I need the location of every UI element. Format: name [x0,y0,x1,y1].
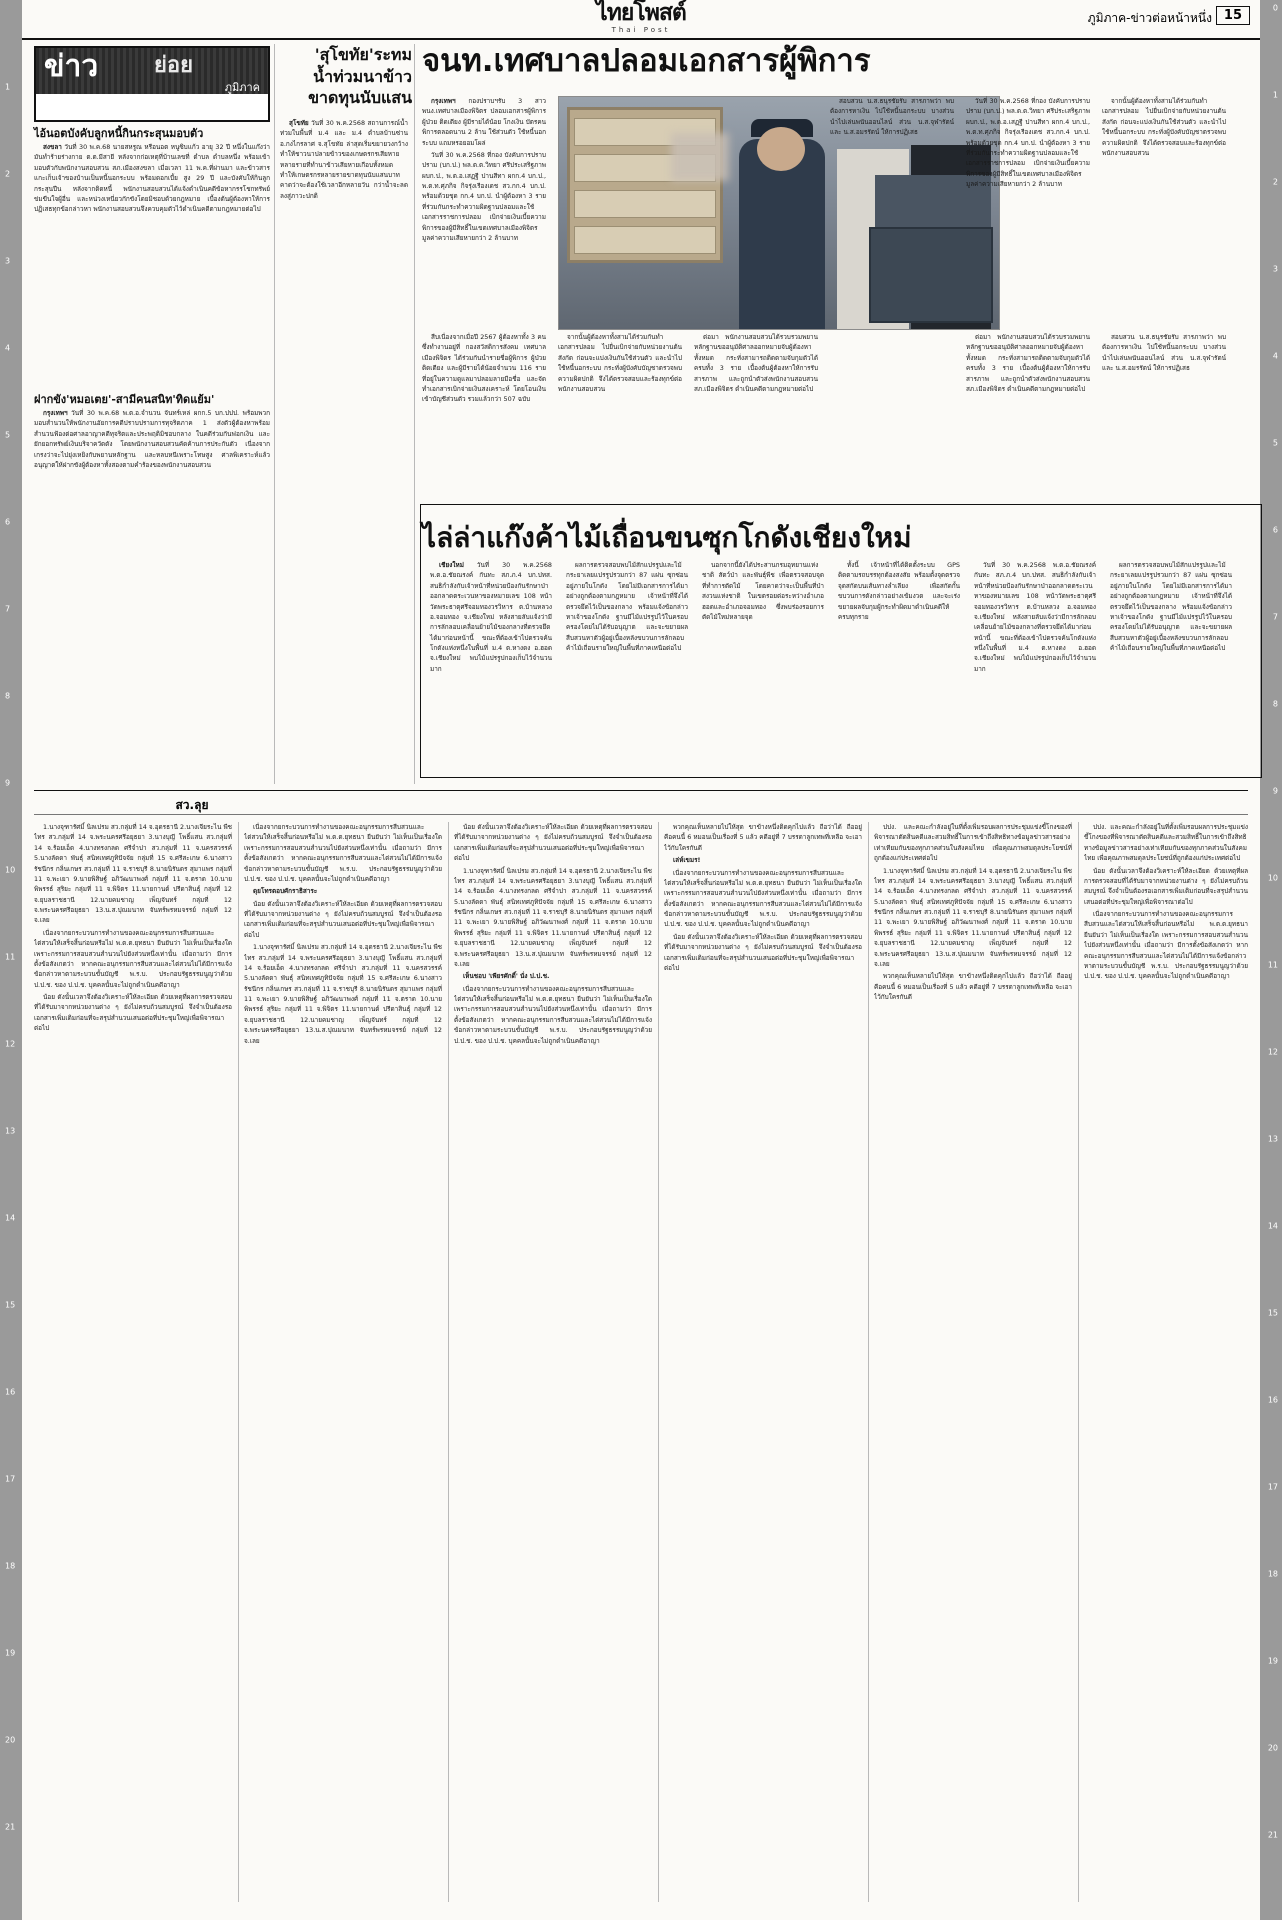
ruler-tick: 8 [5,691,11,701]
lead-col-b [558,332,682,396]
ruler-tick: 5 [1272,438,1278,448]
story2-text-6: ผลการตรวจสอบพบไม้สักแปรรูปและไม้กระยาเลยแปรรูปรวมกว่า 87 แผ่น ซุกซ่อนอยู่ภายในโกดัง โดยไม่มีเอกสารการได้มาอย่างถูกต้องตามกฎหมาย เจ้าหน้าที่จึงได้ตรวจยึดไว้เป็นของกลาง พร้อมแจ้งข้อกล่าวหาเจ้าของโกดัง ฐานมีไม้แปรรูปไว้ในครอบครองโดยไม่ได้รับอนุญาต และจะขยายผลสืบสวนหาตัวผู้อยู่เบื้องหลังขบวนการลักลอบค้าไม้เถื่อนรายใหญ่ในพื้นที่ภาคเหนือต่อไป [1110,561,1232,652]
brief-1-dateline: สงขลา [43,143,62,151]
briefs-logo-block [34,46,270,122]
lead-col-e [966,96,1090,191]
ruler-tick: 9 [1272,786,1278,796]
ruler-tick: 6 [5,517,11,527]
briefs-logo-word3: ภูมิภาค [224,81,260,94]
bottom-section-label: สว.ลุย [175,798,209,812]
ruler-tick: 3 [5,256,11,266]
lead-body-6: วันที่ 30 พ.ค.2568 ที่กอง บังคับการปราบปราม (บก.ป.) พล.ต.ต.วิทยา ศรีประเสริฐภาพ ผบก.ป., พ.ต.อ.เสฏฐี ปานสีทา ผกก.4 บก.ป., พ.ต.ท.ศุภกิจ กิจรุ่งเรืองเดช สว.กก.4 บก.ป. พร้อมด้วยชุด กก.4 บก.ป. นำผู้ต้องหา 3 ราย ที่ร่วมกันกระทำความผิดฐานปลอมและใช้เอกสารราชการปลอม เบิกจ่ายเงินเบี้ยความพิการของผู้มีสิทธิ์ในเขตเทศบาลเมืองพิจิตร มูลค่าความเสียหายกว่า 2 ล้านบาท [966,97,1090,188]
bottom-text-3: น้อย ดังนั้นเวลาจึงต้องวิเคราะห์ให้ละเอียด ด้วยเหตุที่ผลการตรวจสอบที่ได้รับมาจากหน่วยงานต่าง ๆ ยังไม่ครบถ้วนสมบูรณ์ จึงจำเป็นต้องรอเอกสารเพิ่มเติมก่อนที่จะสรุปสำนวนเสนอต่อที่ประชุมใหญ่เพื่อพิจารณาต่อไป [454,823,652,863]
brief-2-dateline: กรุงเทพฯ [43,409,68,417]
page-number: 15 [1216,6,1250,25]
ruler-tick: 4 [5,343,11,353]
bottom-text-2: เนื่องจากยกระบวนการทำงานของคณะอนุกรรมการสืบสวนและไต่สวนให้เสร็จสิ้นก่อนหรือไม่ พ.ต.ต.ยุทธนา ยืนยันว่า ไม่เห็นเป็นเรื่องใด เพราะกรรมการสอบสวนสำนวนไปยังส่วนหนึ่งเท่านั้น เมื่อถามว่า มีการตั้งข้อสังเกตว่า หากคณะอนุกรรมการสืบสวนและไต่สวนไม่ได้มีการแจ้งข้อกล่าวหาตามระบวนขั้นบัญชี พ.ร.บ. ประกอบรัฐธรรมนูญว่าด้วย ป.ป.ช. ของ ป.ป.ช. บุคคลนั้นจะไม่ถูกดำเนินคดีอาญา [244,823,442,883]
ruler-tick: 0 [1272,3,1278,13]
bottom-divider [34,790,1248,791]
col-rule-3 [658,822,659,1902]
bottom-text-1c: น้อย ดังนั้นเวลาจึงต้องวิเคราะห์ให้ละเอียด ด้วยเหตุที่ผลการตรวจสอบที่ได้รับมาจากหน่วยงานต่าง ๆ ยังไม่ครบถ้วนสมบูรณ์ จึงจำเป็นต้องรอเอกสารเพิ่มเติมก่อนที่จะสรุปสำนวนเสนอต่อที่ประชุมใหญ่เพื่อพิจารณาต่อไป [34,993,232,1033]
col-rule-2 [448,822,449,1902]
bottom-col-5 [874,822,1072,1902]
ruler-tick: 8 [1272,699,1278,709]
logo-english-text: Thai Post [611,26,671,34]
bottom-text-3c: เนื่องจากยกระบวนการทำงานของคณะอนุกรรมการสืบสวนและไต่สวนให้เสร็จสิ้นก่อนหรือไม่ พ.ต.ต.ยุทธนา ยืนยันว่า ไม่เห็นเป็นเรื่องใด เพราะกรรมการสอบสวนสำนวนไปยังส่วนหนึ่งเท่านั้น เมื่อถามว่า มีการตั้งข้อสังเกตว่า หากคณะอนุกรรมการสืบสวนและไต่สวนไม่ได้มีการแจ้งข้อกล่าวหาตามระบวนขั้นบัญชี พ.ร.บ. ประกอบรัฐธรรมนูญว่าด้วย ป.ป.ช. ของ ป.ป.ช. บุคคลนั้นจะไม่ถูกดำเนินคดีอาญา [454,984,652,1045]
story2-text-2: ผลการตรวจสอบพบไม้สักแปรรูปและไม้กระยาเลยแปรรูปรวมกว่า 87 แผ่น ซุกซ่อนอยู่ภายในโกดัง โดยไม่มีเอกสารการได้มาอย่างถูกต้องตามกฎหมาย เจ้าหน้าที่จึงได้ตรวจยึดไว้เป็นของกลาง พร้อมแจ้งข้อกล่าวหาเจ้าของโกดัง ฐานมีไม้แปรรูปไว้ในครอบครองโดยไม่ได้รับอนุญาต และจะขยายผลสืบสวนหาตัวผู้อยู่เบื้องหลังขบวนการลักลอบค้าไม้เถื่อนรายใหญ่ในพื้นที่ภาคเหนือต่อไป [566,561,688,652]
briefs-logo-underband [36,96,268,120]
story2-col-6 [1110,560,1232,655]
bottom-text-1b: เนื่องจากยกระบวนการทำงานของคณะอนุกรรมการสืบสวนและไต่สวนให้เสร็จสิ้นก่อนหรือไม่ พ.ต.ต.ยุทธนา ยืนยันว่า ไม่เห็นเป็นเรื่องใด เพราะกรรมการสอบสวนสำนวนไปยังส่วนหนึ่งเท่านั้น เมื่อถามว่า มีการตั้งข้อสังเกตว่า หากคณะอนุกรรมการสืบสวนและไต่สวนไม่ได้มีการแจ้งข้อกล่าวหาตามระบวนขั้นบัญชี พ.ร.บ. ประกอบรัฐธรรมนูญว่าด้วย ป.ป.ช. ของ ป.ป.ช. บุคคลนั้นจะไม่ถูกดำเนินคดีอาญา [34,928,232,989]
bottom-text-5: ปปง. และคณะกำลังอยู่ในที่ตั้งเพิ่มรอบผลการประชุมแข่งขี้โกงของที่พิจารณาตัดสินคดีและสวมสิทธิ์ในการเข้าถึงสิทธิทางข้อมูลข่าวสารอย่างเท่าเทียมกันของทุกภาคส่วนในสังคมไทย เพื่อคุณภาพสมดุลประโยชน์ที่ถูกต้องแก่ประเทศต่อไป [874,823,1072,863]
bottom-text-5c: พวกคุณเห็นหลายไปให้สุด ขาข้างหนึ่งติดคุกไปแล้ว ถือว่าได้ ถืออยู่ คือคนนี้ 6 หมอนเป็นเรื่องที่ 5 แล้ว คดีอยู่ที่ 7 บรรดาลูกเทพที่เหลือ จะเอาไว้กับใครกันดี [874,972,1072,1001]
lead-intro [422,96,546,245]
lead-headline: จนท.เทศบาลปลอมเอกสารผู้พิการ [422,43,871,79]
briefs-logo-word2: ย่อย [154,53,193,78]
ruler-tick: 21 [5,1822,16,1832]
ruler-tick: 1 [5,82,11,92]
story2-headline: ไล่ล่าแก๊งค้าไม้เถื่อนขนซุกโกดังเชียงใหม่ [422,521,912,554]
story2-col-1 [430,560,552,676]
lead-intro-text: กองปราบฯรับ 3 สาว พนง.เทศบาลเมืองพิจิตร ปลอมเอกสารผู้พิการ ผู้ป่วย ติดเตียง ผู้มีรายได้น้อย โกงเงิน บัตรคนพิการตลอดนาน 2 ล้าน ใช้ส่วนตัว ใช้หนี้นอกระบบ แถมหรอยอมโผล่ [422,97,546,147]
newspaper-logo [596,2,686,34]
brief-1-headline: ไอ้นอตบังคับลูกหนี้กินกระสุนมอบตัว [34,127,204,140]
ruler-tick: 14 [5,1213,16,1223]
ruler-tick: 16 [1267,1395,1278,1405]
lead-col-c [694,332,818,396]
logo-thai-text: ไทยโพสต์ [596,0,686,26]
ruler-tick: 18 [5,1561,16,1571]
ruler-tick: 10 [5,865,16,875]
story2-col-3 [702,560,824,624]
story2-dateline: เชียงใหม่ [439,561,464,569]
story2-text-1: วันที่ 30 พ.ค.2568 พ.ต.อ.ชัยณรงค์ กันทะ สภ.ภ.4 บก.ปทส. สนธิกำลังกับเจ้าหน้าที่หน่วยป้องกันรักษาป่าออกลาดตระเวนหาของหมายเลข 108 หน้าวัดพระธาตุศรีจอมทองวรวิหาร ต.บ้านหลวง อ.จอมทอง จ.เชียงใหม่ หลังสายลับแจ้งว่ามีการลักลอบเคลื่อนย้ายไม้ของกลางที่ตรวจยึดได้มาก่อนหน้านี้ ขณะที่ต้องเข้าไปตรวจค้นโกดังแห่งหนึ่งในพื้นที่ ม.4 ต.หางดง อ.ฮอด จ.เชียงใหม่ พบไม้แปรรูปกองเก็บไว้จำนวนมาก [430,561,552,673]
story2-text-5: วันที่ 30 พ.ค.2568 พ.ต.อ.ชัยณรงค์ กันทะ สภ.ภ.4 บก.ปทส. สนธิกำลังกับเจ้าหน้าที่หน่วยป้องกันรักษาป่าออกลาดตระเวนหาของหมายเลข 108 หน้าวัดพระธาตุศรีจอมทองวรวิหาร ต.บ้านหลวง อ.จอมทอง จ.เชียงใหม่ หลังสายลับแจ้งว่ามีการลักลอบเคลื่อนย้ายไม้ของกลางที่ตรวจยึดได้มาก่อนหน้านี้ ขณะที่ต้องเข้าไปตรวจค้นโกดังแห่งหนึ่งในพื้นที่ ม.4 ต.หางดง อ.ฮอด จ.เชียงใหม่ พบไม้แปรรูปกองเก็บไว้จำนวนมาก [974,561,1096,673]
photo-officer-head [757,127,805,171]
ruler-tick: 13 [5,1126,16,1136]
ruler-tick: 11 [5,952,16,962]
lead-kicker-headline: 'สุโขทัย'ระทม น้ำท่วมนาข้าว ขาดทุนนับแสน [308,45,412,108]
briefs-logo-word1: ข่าว [44,49,99,84]
lead-dateline: กรุงเทพฯ [431,97,456,105]
ruler-tick: 2 [1272,177,1278,187]
ruler-tick: 20 [1267,1743,1278,1753]
brief-2-text: วันที่ 30 พ.ค.68 พ.ต.อ.จำนวน จันทร์เหล่ ผกก.5 บก.ปปป. พร้อมพวกมอบสำนวนให้พนักงานอัยการคดีปราบปรามการทุจริตภาค 1 ส่งตัวผู้ต้องหาพร้อมสำนวนฟ้องต่อศาลอาญาคดีทุจริตและประพฤติมิชอบกลาง ในคดีร่วมกันฟอกเงิน และยักยอกทรัพย์เงินบริจาควัดดัง โดยพนักงานสอบสวนคัดค้านการประกันตัว เนื่องจากเกรงว่าจะไปยุ่งเหยิงกับพยานหลักฐาน และหลบหนีเพราะโทษสูง ศาลพิเคราะห์แล้วอนุญาตให้ฝากขังผู้ต้องหาทั้งสองตามคำร้องของพนักงานสอบสวน [34,409,270,469]
top-rule-1 [274,44,275,784]
ruler-tick: 12 [5,1039,16,1049]
ruler-tick: 13 [1267,1134,1278,1144]
bottom-divider-2 [34,814,1248,815]
ruler-tick: 11 [1267,960,1278,970]
story2-col-2 [566,560,688,655]
lead-body-3: จากนั้นผู้ต้องหาทั้งสามได้ร่วมกันทำเอกสารปลอม ไปยื่นเบิกจ่ายกับหน่วยงานต้นสังกัด ก่อนจะแบ่งเงินกันใช้ส่วนตัว และนำไปใช้หนี้นอกระบบ กระทั่งผู้บังคับบัญชาตรวจพบความผิดปกติ จึงได้ตรวจสอบและร้องทุกข์ต่อพนักงานสอบสวน [558,333,682,393]
lead-kicker-body [280,118,408,203]
photo-shelf [567,107,723,263]
lead-col-d [830,96,954,140]
lead-kicker-text: วันที่ 30 พ.ค.2568 สถานการณ์น้ำท่วมในพื้นที่ ม.4 และ ม.4 ตำบลบ้านซ่าน อ.กงไกรลาศ จ.สุโขทัย ล่าสุดเริ่มขยายวงกว้าง ทำให้ชาวนาปลายข้าวของเกษตรกรเสียหาย หลายรายที่ทำนาข้าวเสียหายเกือบทั้งหมด ทำให้เกษตรกรหลายรายขาดทุนนับแสนบาท คาดว่าจะต้องใช้เวลาอีกหลายวัน กว่าน้ำจะลดลงสู่ภาวะปกติ [280,119,408,200]
lead-body-9: สอบสวน น.ส.ธนุรชัยรับ สารภาพว่า พบต้องการหาเงิน ไปใช้หนี้นอกระบบ บางส่วนนำไปเล่นพนันออนไลน์ ส่วน น.ส.จุฬารัตน์และ น.ส.อมรรัตน์ ให้การปฏิเสธ [1102,333,1226,373]
bottom-text-4b: เนื่องจากยกระบวนการทำงานของคณะอนุกรรมการสืบสวนและไต่สวนให้เสร็จสิ้นก่อนหรือไม่ พ.ต.ต.ยุทธนา ยืนยันว่า ไม่เห็นเป็นเรื่องใด เพราะกรรมการสอบสวนสำนวนไปยังส่วนหนึ่งเท่านั้น เมื่อถามว่า มีการตั้งข้อสังเกตว่า หากคณะอนุกรรมการสืบสวนและไต่สวนไม่ได้มีการแจ้งข้อกล่าวหาตามระบวนขั้นบัญชี พ.ร.บ. ประกอบรัฐธรรมนูญว่าด้วย ป.ป.ช. ของ ป.ป.ช. บุคคลนั้นจะไม่ถูกดำเนินคดีอาญา [664,868,862,929]
lead-col-g [966,332,1090,396]
lead-body-5: สอบสวน น.ส.ธนุรชัยรับ สารภาพว่า พบต้องการหาเงิน ไปใช้หนี้นอกระบบ บางส่วนนำไปเล่นพนันออนไลน์ ส่วน น.ส.จุฬารัตน์และ น.ส.อมรรัตน์ ให้การปฏิเสธ [830,97,954,137]
bottom-text-6b: น้อย ดังนั้นเวลาจึงต้องวิเคราะห์ให้ละเอียด ด้วยเหตุที่ผลการตรวจสอบที่ได้รับมาจากหน่วยงานต่าง ๆ ยังไม่ครบถ้วนสมบูรณ์ จึงจำเป็นต้องรอเอกสารเพิ่มเติมก่อนที่จะสรุปสำนวนเสนอต่อที่ประชุมใหญ่เพื่อพิจารณาต่อไป [1084,866,1248,906]
ruler-left [0,0,22,1920]
ruler-tick: 12 [1267,1047,1278,1057]
ruler-tick: 9 [5,778,11,788]
ruler-tick: 3 [1272,264,1278,274]
ruler-tick: 4 [1272,351,1278,361]
ruler-tick: 2 [5,169,11,179]
ruler-tick: 18 [1267,1569,1278,1579]
bottom-subhead-1: ดุยโทรตอบศักราธิสาระ [253,887,318,896]
bottom-col-1 [34,822,232,1902]
lead-body-1: วันที่ 30 พ.ค.2568 ที่กอง บังคับการปราบปราม (บก.ป.) พล.ต.ต.วิทยา ศรีประเสริฐภาพ ผบก.ป., พ.ต.อ.เสฏฐี ปานสีทา ผกก.4 บก.ป., พ.ต.ท.ศุภกิจ กิจรุ่งเรืองเดช สว.กก.4 บก.ป. พร้อมด้วยชุด กก.4 บก.ป. นำผู้ต้องหา 3 ราย ที่ร่วมกันกระทำความผิดฐานปลอมและใช้เอกสารราชการปลอม เบิกจ่ายเงินเบี้ยความพิการของผู้มีสิทธิ์ในเขตเทศบาลเมืองพิจิตร มูลค่าความเสียหายกว่า 2 ล้านบาท [422,150,546,242]
ruler-tick: 7 [1272,612,1278,622]
bottom-col-2 [244,822,442,1902]
ruler-right [1260,0,1282,1920]
bottom-col-4 [664,822,862,1902]
bottom-col-3 [454,822,652,1902]
ruler-tick: 20 [5,1735,16,1745]
story2-col-4 [838,560,960,624]
brief-2-headline: ฝากขัง'หมอเตย'-สามีคนสนิท'ทิดแย้ม' [34,393,215,406]
masthead [22,0,1260,40]
ruler-tick: 5 [5,430,11,440]
section-label: ภูมิภาค-ข่าวต่อหน้าหนึ่ง [1087,11,1212,25]
ruler-tick: 19 [1267,1656,1278,1666]
story2-col-5 [974,560,1096,676]
brief-1-text: วันที่ 30 พ.ค.68 นายสหรูณ หรือนอต หนูซิบแก้ว อายุ 32 ปี หนึ่งในแก๊งว่ามันทำร้ายร่างกาย ต.ต.มีสายี หลังจากก่อเหตุที่บ้านเลขที่ ตำบล ตำบลหนึ่ง พร้อมเข้ามอบตัวกับพนักงานสอบสวน สภ.เมืองสงขลา เมื่อเวลา 11 พ.ค.ที่ผ่านมา และข้าวสารแกะเก็บเจ้าของบ้านเป็นหนี้นอกระบบ พร้อมดอกเบี้ย สูง 29 ปี และบังคับให้กินลูกกระสุนปืน หลังจากติดหนี้ พนักงานสอบสวนได้แจ้งดำเนินคดีข้อหากรรโชกทรัพย์ ข่มขืนใจผู้อื่น และหน่วงเหนี่ยวกักขังโดยมิชอบด้วยกฎหมาย เบื้องต้นผู้ต้องหาให้การปฏิเสธทุกข้อกล่าวหา พนักงานสอบสวนจึงควบคุมตัวไว้ดำเนินคดีตามกฎหมายต่อไป [34,143,270,214]
bottom-subhead-3: เห็นชอบ 'เพียรศักดิ์' นั่ง ป.ป.ช. [463,972,550,981]
lead-body-4: ต่อมา พนักงานสอบสวนได้รวบรวมพยานหลักฐานขออนุมัติศาลออกหมายจับผู้ต้องหาทั้งหมด กระทั่งสามารถติดตามจับกุมตัวได้ครบทั้ง 3 ราย เบื้องต้นผู้ต้องหาให้การรับสารภาพ และถูกนำตัวส่งพนักงานสอบสวน สภ.เมืองพิจิตร ดำเนินคดีตามกฎหมายต่อไป [694,333,818,393]
ruler-tick: 15 [1267,1308,1278,1318]
ruler-tick: 21 [1267,1830,1278,1840]
bottom-text-4c: น้อย ดังนั้นเวลาจึงต้องวิเคราะห์ให้ละเอียด ด้วยเหตุที่ผลการตรวจสอบที่ได้รับมาจากหน่วยงานต่าง ๆ ยังไม่ครบถ้วนสมบูรณ์ จึงจำเป็นต้องรอเอกสารเพิ่มเติมก่อนที่จะสรุปสำนวนเสนอต่อที่ประชุมใหญ่เพื่อพิจารณาต่อไป [664,932,862,972]
bottom-text-1: 1.นางจุฑารัศมิ์ นิลเปรม สว.กลุ่มที่ 14 จ.อุดรธานี 2.นางเจียระไน พืชไทร สว.กลุ่มที่ 14 จ.พระนครศรีอยุธยา 3.นางบุญี โพธิ์แสน สว.กลุ่มที่ 14 จ.ร้อยเอ็ด 4.นางทรงกลด ศรีจำปา สว.กลุ่มที่ 11 จ.นครสวรรค์ 5.นางลัดดา พันธุ์ สนิทเทศภูทิปัจจัย กลุ่มที่ 15 จ.ศรีสะเกษ 6.นางสาวรัชนีกร กลิ่นเกษร สว.กลุ่มที่ 11 จ.ราชบุรี 8.นายนิรันดร สุมาแพร กลุ่มที่ 11 จ.พะเยา 9.นายพิสิษฐ์ อภิวัฒนาพงศ์ กลุ่มที่ 11 จ.ตราด 10.นายพิพรรธ์ สุริยะ กลุ่มที่ 11 จ.พิจิตร 11.นายกานต์ ปรีดาสินธุ์ กลุ่มที่ 12 จ.ยุบลราชธานี 12.นายคมชาญ เพ็ญจันทร์ กลุ่มที่ 12 จ.พระนครศรีอยุธยา 13.น.ส.ปุณมนาท จันทร์พรหมจรรย์ กลุ่มที่ 12 จ.เลย [34,823,232,925]
lead-body-2: สืบเนื่องจากเมื่อปี 2567 ผู้ต้องหาทั้ง 3 คนซึ่งทำงานอยู่ที่ กองสวัสดิการสังคม เทศบาลเมืองพิจิตร ได้ร่วมกันนำรายชื่อผู้พิการ ผู้ป่วยติดเตียง และผู้มีรายได้น้อยจำนวน 116 ราย ที่อยู่ในความดูแลมาปลอมลายมือชื่อ และจัดทำเอกสารเบิกจ่ายเงินสงเคราะห์ โดยโอนเงินเข้าบัญชีส่วนตัว รวมแล้วกว่า 507 ฉบับ [422,333,546,404]
story2-text-3: นอกจากนี้ยังได้ประสานกรมอุทยานแห่งชาติ สัตว์ป่า และพันธุ์พืช เพื่อตรวจสอบจุดที่ทำการตัดไม้ โดยคาดว่าจะเป็นพื้นที่ป่าสงวนแห่งชาติ ในเขตรอยต่อระหว่างอำเภอฮอดและอำเภอจอมทอง ซึ่งพบร่องรอยการตัดไม้ใหม่หลายจุด [702,561,824,621]
brief-1-body [34,142,270,217]
story2-text-4: ทั้งนี้ เจ้าหน้าที่ได้ติดตั้งระบบ GPS ติดตามรถบรรทุกต้องสงสัย พร้อมตั้งจุดตรวจจุดสกัดบนเส้นทางลำเลียง เพื่อสกัดกั้นขบวนการดังกล่าวอย่างเข้มงวด และจะเร่งขยายผลจับกุมผู้กระทำผิดมาดำเนินคดีให้ครบทุกราย [838,561,960,621]
page-sheet [22,0,1260,1920]
lead-col-h [1102,332,1226,376]
ruler-tick: 16 [5,1387,16,1397]
brief-2-body [34,408,270,472]
photo-blurred-face [671,133,729,181]
lead-col-a [422,332,546,407]
ruler-tick: 1 [1272,90,1278,100]
bottom-text-2b: น้อย ดังนั้นเวลาจึงต้องวิเคราะห์ให้ละเอียด ด้วยเหตุที่ผลการตรวจสอบที่ได้รับมาจากหน่วยงานต่าง ๆ ยังไม่ครบถ้วนสมบูรณ์ จึงจำเป็นต้องรอเอกสารเพิ่มเติมก่อนที่จะสรุปสำนวนเสนอต่อที่ประชุมใหญ่เพื่อพิจารณาต่อไป [244,899,442,939]
col-rule-1 [238,822,239,1902]
photo-box-lower [869,227,993,323]
lead-body-8: ต่อมา พนักงานสอบสวนได้รวบรวมพยานหลักฐานขออนุมัติศาลออกหมายจับผู้ต้องหาทั้งหมด กระทั่งสามารถติดตามจับกุมตัวได้ครบทั้ง 3 ราย เบื้องต้นผู้ต้องหาให้การรับสารภาพ และถูกนำตัวส่งพนักงานสอบสวน สภ.เมืองพิจิตร ดำเนินคดีตามกฎหมายต่อไป [966,333,1090,393]
bottom-subhead-2: เล่ห์เขมร! [673,856,701,865]
top-rule-2 [414,44,415,784]
ruler-tick: 19 [5,1648,16,1658]
ruler-tick: 14 [1267,1221,1278,1231]
lead-kicker-dateline: สุโขทัย [289,119,309,127]
bottom-col-6 [1084,822,1248,1902]
bottom-text-4: พวกคุณเห็นหลายไปให้สุด ขาข้างหนึ่งติดคุกไปแล้ว ถือว่าได้ ถืออยู่ คือคนนี้ 6 หมอนเป็นเรื่องที่ 5 แล้ว คดีอยู่ที่ 7 บรรดาลูกเทพที่เหลือ จะเอาไว้กับใครกันดี [664,823,862,852]
ruler-tick: 15 [5,1300,16,1310]
ruler-tick: 17 [5,1474,16,1484]
ruler-tick: 17 [1267,1482,1278,1492]
bottom-text-3b: 1.นางจุฑารัศมิ์ นิลเปรม สว.กลุ่มที่ 14 จ.อุดรธานี 2.นางเจียระไน พืชไทร สว.กลุ่มที่ 14 จ.พระนครศรีอยุธยา 3.นางบุญี โพธิ์แสน สว.กลุ่มที่ 14 จ.ร้อยเอ็ด 4.นางทรงกลด ศรีจำปา สว.กลุ่มที่ 11 จ.นครสวรรค์ 5.นางลัดดา พันธุ์ สนิทเทศภูทิปัจจัย กลุ่มที่ 15 จ.ศรีสะเกษ 6.นางสาวรัชนีกร กลิ่นเกษร สว.กลุ่มที่ 11 จ.ราชบุรี 8.นายนิรันดร สุมาแพร กลุ่มที่ 11 จ.พะเยา 9.นายพิสิษฐ์ อภิวัฒนาพงศ์ กลุ่มที่ 11 จ.ตราด 10.นายพิพรรธ์ สุริยะ กลุ่มที่ 11 จ.พิจิตร 11.นายกานต์ ปรีดาสินธุ์ กลุ่มที่ 12 จ.ยุบลราชธานี 12.นายคมชาญ เพ็ญจันทร์ กลุ่มที่ 12 จ.พระนครศรีอยุธยา 13.น.ส.ปุณมนาท จันทร์พรหมจรรย์ กลุ่มที่ 12 จ.เลย [454,866,652,968]
bottom-text-5b: 1.นางจุฑารัศมิ์ นิลเปรม สว.กลุ่มที่ 14 จ.อุดรธานี 2.นางเจียระไน พืชไทร สว.กลุ่มที่ 14 จ.พระนครศรีอยุธยา 3.นางบุญี โพธิ์แสน สว.กลุ่มที่ 14 จ.ร้อยเอ็ด 4.นางทรงกลด ศรีจำปา สว.กลุ่มที่ 11 จ.นครสวรรค์ 5.นางลัดดา พันธุ์ สนิทเทศภูทิปัจจัย กลุ่มที่ 15 จ.ศรีสะเกษ 6.นางสาวรัชนีกร กลิ่นเกษร สว.กลุ่มที่ 11 จ.ราชบุรี 8.นายนิรันดร สุมาแพร กลุ่มที่ 11 จ.พะเยา 9.นายพิสิษฐ์ อภิวัฒนาพงศ์ กลุ่มที่ 11 จ.ตราด 10.นายพิพรรธ์ สุริยะ กลุ่มที่ 11 จ.พิจิตร 11.นายกานต์ ปรีดาสินธุ์ กลุ่มที่ 12 จ.ยุบลราชธานี 12.นายคมชาญ เพ็ญจันทร์ กลุ่มที่ 12 จ.พระนครศรีอยุธยา 13.น.ส.ปุณมนาท จันทร์พรหมจรรย์ กลุ่มที่ 12 จ.เลย [874,866,1072,968]
lead-col-f [1102,96,1226,160]
ruler-tick: 7 [5,604,11,614]
bottom-text-6: ปปง. และคณะกำลังอยู่ในที่ตั้งเพิ่มรอบผลการประชุมแข่งขี้โกงของที่พิจารณาตัดสินคดีและสวมสิทธิ์ในการเข้าถึงสิทธิทางข้อมูลข่าวสารอย่างเท่าเทียมกันของทุกภาคส่วนในสังคมไทย เพื่อคุณภาพสมดุลประโยชน์ที่ถูกต้องแก่ประเทศต่อไป [1084,823,1248,863]
ruler-tick: 10 [1267,873,1278,883]
col-rule-4 [868,822,869,1902]
bottom-text-6c: เนื่องจากยกระบวนการทำงานของคณะอนุกรรมการสืบสวนและไต่สวนให้เสร็จสิ้นก่อนหรือไม่ พ.ต.ต.ยุทธนา ยืนยันว่า ไม่เห็นเป็นเรื่องใด เพราะกรรมการสอบสวนสำนวนไปยังส่วนหนึ่งเท่านั้น เมื่อถามว่า มีการตั้งข้อสังเกตว่า หากคณะอนุกรรมการสืบสวนและไต่สวนไม่ได้มีการแจ้งข้อกล่าวหาตามระบวนขั้นบัญชี พ.ร.บ. ประกอบรัฐธรรมนูญว่าด้วย ป.ป.ช. ของ ป.ป.ช. บุคคลนั้นจะไม่ถูกดำเนินคดีอาญา [1084,910,1248,981]
lead-body-7: จากนั้นผู้ต้องหาทั้งสามได้ร่วมกันทำเอกสารปลอม ไปยื่นเบิกจ่ายกับหน่วยงานต้นสังกัด ก่อนจะแบ่งเงินกันใช้ส่วนตัว และนำไปใช้หนี้นอกระบบ กระทั่งผู้บังคับบัญชาตรวจพบความผิดปกติ จึงได้ตรวจสอบและร้องทุกข์ต่อพนักงานสอบสวน [1102,97,1226,157]
col-rule-5 [1078,822,1079,1902]
ruler-tick: 6 [1272,525,1278,535]
bottom-text-2c: 1.นางจุฑารัศมิ์ นิลเปรม สว.กลุ่มที่ 14 จ.อุดรธานี 2.นางเจียระไน พืชไทร สว.กลุ่มที่ 14 จ.พระนครศรีอยุธยา 3.นางบุญี โพธิ์แสน สว.กลุ่มที่ 14 จ.ร้อยเอ็ด 4.นางทรงกลด ศรีจำปา สว.กลุ่มที่ 11 จ.นครสวรรค์ 5.นางลัดดา พันธุ์ สนิทเทศภูทิปัจจัย กลุ่มที่ 15 จ.ศรีสะเกษ 6.นางสาวรัชนีกร กลิ่นเกษร สว.กลุ่มที่ 11 จ.ราชบุรี 8.นายนิรันดร สุมาแพร กลุ่มที่ 11 จ.พะเยา 9.นายพิสิษฐ์ อภิวัฒนาพงศ์ กลุ่มที่ 11 จ.ตราด 10.นายพิพรรธ์ สุริยะ กลุ่มที่ 11 จ.พิจิตร 11.นายกานต์ ปรีดาสินธุ์ กลุ่มที่ 12 จ.ยุบลราชธานี 12.นายคมชาญ เพ็ญจันทร์ กลุ่มที่ 12 จ.พระนครศรีอยุธยา 13.น.ส.ปุณมนาท จันทร์พรหมจรรย์ กลุ่มที่ 12 จ.เลย [244,943,442,1045]
